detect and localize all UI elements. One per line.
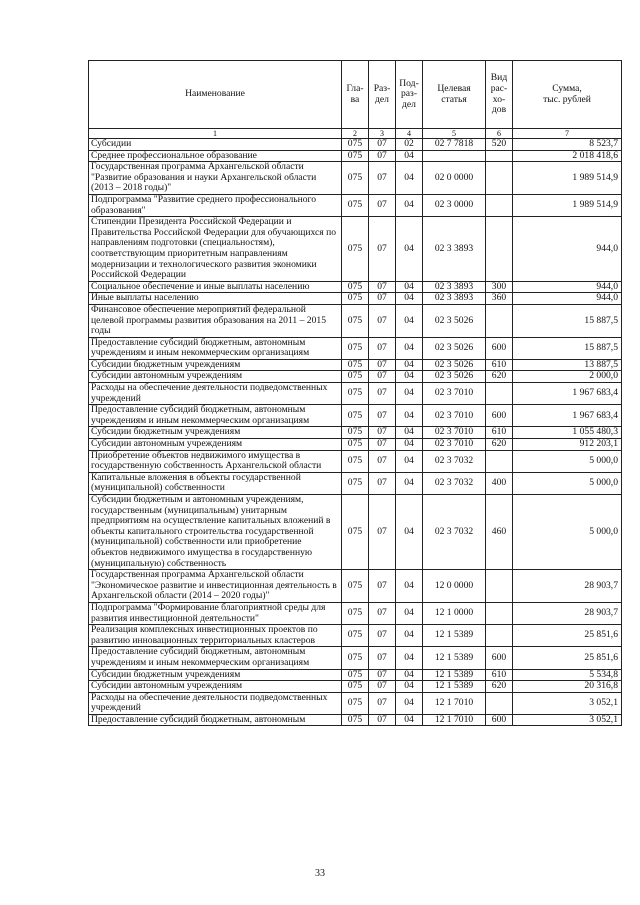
column-number: 6 (486, 129, 513, 139)
cell-target: 02 3 7032 (423, 495, 486, 570)
cell-vid: 600 (486, 714, 513, 726)
cell-sum: 3 052,1 (513, 692, 622, 714)
cell-sum: 28 903,7 (513, 602, 622, 624)
cell-glava: 075 (342, 293, 369, 305)
cell-podrazdel: 04 (396, 371, 423, 383)
cell-target: 02 3 5026 (423, 337, 486, 359)
cell-vid: 610 (486, 359, 513, 371)
cell-vid: 600 (486, 337, 513, 359)
cell-name: Предоставление субсидий бюджетным, автономным (89, 714, 342, 726)
cell-target: 02 3 7010 (423, 405, 486, 427)
cell-glava: 075 (342, 150, 369, 162)
table-row (89, 495, 622, 570)
cell-razdel: 07 (369, 647, 396, 669)
cell-glava: 075 (342, 681, 369, 693)
cell-name: Субсидии автономным учреждениям (89, 439, 342, 451)
table-row (89, 625, 622, 647)
cell-target (423, 150, 486, 162)
cell-glava: 075 (342, 139, 369, 151)
cell-vid: 610 (486, 669, 513, 681)
cell-razdel: 07 (369, 669, 396, 681)
cell-vid (486, 450, 513, 472)
table-row (89, 304, 622, 337)
table-row (89, 217, 622, 282)
cell-sum: 5 000,0 (513, 472, 622, 494)
cell-target: 02 3 3893 (423, 293, 486, 305)
cell-sum: 8 523,7 (513, 139, 622, 151)
cell-vid: 400 (486, 472, 513, 494)
cell-target: 02 3 7010 (423, 427, 486, 439)
budget-table-sheet (88, 60, 621, 726)
cell-name: Субсидии бюджетным учреждениям (89, 359, 342, 371)
header-razdel: Раз- дел (369, 61, 396, 129)
cell-glava: 075 (342, 383, 369, 405)
cell-razdel: 07 (369, 150, 396, 162)
table-row (89, 293, 622, 305)
table-row (89, 383, 622, 405)
cell-target: 02 3 5026 (423, 359, 486, 371)
cell-target: 12 1 0000 (423, 602, 486, 624)
table-body (89, 139, 622, 726)
cell-vid: 520 (486, 139, 513, 151)
cell-razdel: 07 (369, 625, 396, 647)
cell-razdel: 07 (369, 427, 396, 439)
cell-vid: 620 (486, 681, 513, 693)
cell-razdel: 07 (369, 602, 396, 624)
budget-table (88, 60, 622, 726)
cell-vid: 460 (486, 495, 513, 570)
cell-target: 02 3 5026 (423, 304, 486, 337)
cell-name: Социальное обеспечение и иные выплаты населению (89, 281, 342, 293)
cell-target: 12 1 5389 (423, 625, 486, 647)
header-vid: Вид рас- хо- дов (486, 61, 513, 129)
cell-podrazdel: 04 (396, 439, 423, 451)
cell-name: Приобретение объектов недвижимого имущества в государственную собственность Архангельской области (89, 450, 342, 472)
cell-razdel: 07 (369, 337, 396, 359)
cell-podrazdel: 04 (396, 427, 423, 439)
cell-sum: 15 887,5 (513, 337, 622, 359)
cell-podrazdel: 04 (396, 281, 423, 293)
cell-podrazdel: 04 (396, 495, 423, 570)
cell-vid (486, 304, 513, 337)
table-row (89, 427, 622, 439)
cell-vid (486, 383, 513, 405)
cell-razdel: 07 (369, 371, 396, 383)
cell-vid: 620 (486, 371, 513, 383)
cell-target: 02 7 7818 (423, 139, 486, 151)
cell-podrazdel: 04 (396, 304, 423, 337)
cell-sum: 1 989 514,9 (513, 162, 622, 195)
cell-podrazdel: 04 (396, 570, 423, 603)
cell-podrazdel: 04 (396, 669, 423, 681)
cell-target: 02 3 7010 (423, 439, 486, 451)
cell-name: Среднее профессиональное образование (89, 150, 342, 162)
table-row (89, 669, 622, 681)
cell-glava: 075 (342, 281, 369, 293)
cell-target: 02 3 7010 (423, 383, 486, 405)
cell-razdel: 07 (369, 194, 396, 216)
cell-sum: 25 851,6 (513, 625, 622, 647)
cell-glava: 075 (342, 217, 369, 282)
cell-sum: 5 000,0 (513, 495, 622, 570)
cell-glava: 075 (342, 692, 369, 714)
cell-sum: 1 055 480,3 (513, 427, 622, 439)
table-row (89, 162, 622, 195)
cell-name: Расходы на обеспечение деятельности подведомственных учреждений (89, 383, 342, 405)
table-row (89, 359, 622, 371)
cell-vid: 300 (486, 281, 513, 293)
cell-vid: 610 (486, 427, 513, 439)
cell-sum: 2 018 418,6 (513, 150, 622, 162)
cell-name: Расходы на обеспечение деятельности подведомственных учреждений (89, 692, 342, 714)
cell-podrazdel: 04 (396, 681, 423, 693)
cell-vid (486, 150, 513, 162)
table-row (89, 371, 622, 383)
cell-target: 02 3 7032 (423, 472, 486, 494)
cell-podrazdel: 04 (396, 194, 423, 216)
column-number: 4 (396, 129, 423, 139)
cell-sum: 1 967 683,4 (513, 405, 622, 427)
cell-podrazdel: 04 (396, 359, 423, 371)
cell-sum: 5 000,0 (513, 450, 622, 472)
table-row (89, 405, 622, 427)
cell-podrazdel: 04 (396, 450, 423, 472)
cell-glava: 075 (342, 602, 369, 624)
cell-name: Капитальные вложения в объекты государственной (муниципальной) собственности (89, 472, 342, 494)
cell-sum: 5 534,8 (513, 669, 622, 681)
cell-target: 02 3 5026 (423, 371, 486, 383)
header-podrazdel: Под- раз- дел (396, 61, 423, 129)
cell-target: 12 1 5389 (423, 669, 486, 681)
cell-glava: 075 (342, 371, 369, 383)
cell-sum: 1 989 514,9 (513, 194, 622, 216)
cell-name: Реализация комплексных инвестиционных проектов по развитию инновационных территориальных кластеров (89, 625, 342, 647)
cell-sum: 15 887,5 (513, 304, 622, 337)
table-row (89, 194, 622, 216)
cell-name: Предоставление субсидий бюджетным, автономным учреждениям и иным некоммерческим организациям (89, 647, 342, 669)
cell-vid (486, 625, 513, 647)
cell-razdel: 07 (369, 692, 396, 714)
cell-vid (486, 570, 513, 603)
cell-razdel: 07 (369, 439, 396, 451)
cell-name: Предоставление субсидий бюджетным, автономным учреждениям и иным некоммерческим организациям (89, 405, 342, 427)
cell-target: 12 1 7010 (423, 692, 486, 714)
header-sum: Сумма, тыс. рублей (513, 61, 622, 129)
cell-podrazdel: 04 (396, 383, 423, 405)
cell-sum: 25 851,6 (513, 647, 622, 669)
cell-name: Государственная программа Архангельской области "Развитие образования и науки Архангельской области (2013 – 2018 годы)" (89, 162, 342, 195)
cell-razdel: 07 (369, 293, 396, 305)
cell-podrazdel: 04 (396, 162, 423, 195)
page-number: 33 (315, 868, 325, 879)
cell-razdel: 07 (369, 472, 396, 494)
header-target: Целевая статья (423, 61, 486, 129)
cell-sum: 1 967 683,4 (513, 383, 622, 405)
table-row (89, 139, 622, 151)
cell-razdel: 07 (369, 139, 396, 151)
cell-name: Государственная программа Архангельской области "Экономическое развитие и инвестиционная деятельность в Архангельской области (2014 – 2020 годы)" (89, 570, 342, 603)
cell-glava: 075 (342, 669, 369, 681)
cell-target: 12 1 7010 (423, 714, 486, 726)
cell-razdel: 07 (369, 681, 396, 693)
cell-target: 02 3 3893 (423, 281, 486, 293)
cell-glava: 075 (342, 405, 369, 427)
cell-podrazdel: 04 (396, 625, 423, 647)
table-row (89, 570, 622, 603)
table-row (89, 714, 622, 726)
table-row (89, 450, 622, 472)
table-row (89, 692, 622, 714)
cell-name: Субсидии бюджетным учреждениям (89, 669, 342, 681)
cell-podrazdel: 02 (396, 139, 423, 151)
cell-vid: 600 (486, 647, 513, 669)
cell-sum: 944,0 (513, 281, 622, 293)
cell-razdel: 07 (369, 217, 396, 282)
cell-razdel: 07 (369, 570, 396, 603)
table-header (89, 61, 622, 139)
cell-vid (486, 692, 513, 714)
cell-razdel: 07 (369, 495, 396, 570)
cell-vid (486, 194, 513, 216)
cell-vid: 620 (486, 439, 513, 451)
cell-name: Субсидии автономным учреждениям (89, 681, 342, 693)
cell-sum: 944,0 (513, 217, 622, 282)
cell-razdel: 07 (369, 714, 396, 726)
cell-vid: 360 (486, 293, 513, 305)
cell-glava: 075 (342, 337, 369, 359)
cell-target: 12 0 0000 (423, 570, 486, 603)
column-numbers-row (89, 129, 622, 139)
cell-podrazdel: 04 (396, 472, 423, 494)
cell-name: Подпрограмма "Развитие среднего профессионального образования" (89, 194, 342, 216)
cell-podrazdel: 04 (396, 405, 423, 427)
cell-target: 02 0 0000 (423, 162, 486, 195)
cell-name: Иные выплаты населению (89, 293, 342, 305)
cell-podrazdel: 04 (396, 692, 423, 714)
header-name: Наименование (89, 61, 342, 129)
cell-glava: 075 (342, 472, 369, 494)
column-number: 5 (423, 129, 486, 139)
column-number: 7 (513, 129, 622, 139)
cell-podrazdel: 04 (396, 714, 423, 726)
column-number: 2 (342, 129, 369, 139)
cell-target: 02 3 0000 (423, 194, 486, 216)
cell-razdel: 07 (369, 281, 396, 293)
cell-glava: 075 (342, 427, 369, 439)
column-number: 1 (89, 129, 342, 139)
cell-target: 02 3 7032 (423, 450, 486, 472)
cell-name: Субсидии автономным учреждениям (89, 371, 342, 383)
cell-razdel: 07 (369, 304, 396, 337)
table-row (89, 647, 622, 669)
cell-vid (486, 217, 513, 282)
cell-glava: 075 (342, 194, 369, 216)
cell-glava: 075 (342, 450, 369, 472)
header-glava: Гла- ва (342, 61, 369, 129)
cell-razdel: 07 (369, 162, 396, 195)
cell-name: Субсидии бюджетным и автономным учреждениям, государственным (муниципальным) унитарным предприятиям на осуществление капитальных вложений в объекты капитального строительства государственной (муниципальной) собственности или приобретение объектов недвижимого имущества в государственную (муниципальную) собственность (89, 495, 342, 570)
cell-vid: 600 (486, 405, 513, 427)
cell-name: Субсидии бюджетным учреждениям (89, 427, 342, 439)
cell-podrazdel: 04 (396, 150, 423, 162)
cell-glava: 075 (342, 714, 369, 726)
cell-glava: 075 (342, 439, 369, 451)
table-row (89, 150, 622, 162)
cell-name: Субсидии (89, 139, 342, 151)
cell-sum: 3 052,1 (513, 714, 622, 726)
cell-sum: 2 000,0 (513, 371, 622, 383)
cell-sum: 13 887,5 (513, 359, 622, 371)
cell-sum: 20 316,8 (513, 681, 622, 693)
cell-razdel: 07 (369, 405, 396, 427)
cell-glava: 075 (342, 304, 369, 337)
table-row (89, 337, 622, 359)
cell-vid (486, 162, 513, 195)
cell-name: Финансовое обеспечение мероприятий федеральной целевой программы развития образования на 2011 – 2015 годы (89, 304, 342, 337)
cell-vid (486, 602, 513, 624)
cell-name: Подпрограмма "Формирование благоприятной среды для развития инвестиционной деятельности" (89, 602, 342, 624)
table-row (89, 439, 622, 451)
cell-podrazdel: 04 (396, 602, 423, 624)
table-row (89, 681, 622, 693)
cell-glava: 075 (342, 625, 369, 647)
cell-target: 12 1 5389 (423, 681, 486, 693)
cell-glava: 075 (342, 162, 369, 195)
cell-podrazdel: 04 (396, 647, 423, 669)
table-row (89, 472, 622, 494)
cell-sum: 944,0 (513, 293, 622, 305)
cell-podrazdel: 04 (396, 337, 423, 359)
cell-target: 02 3 3893 (423, 217, 486, 282)
cell-sum: 28 903,7 (513, 570, 622, 603)
cell-name: Предоставление субсидий бюджетным, автономным учреждениям и иным некоммерческим организациям (89, 337, 342, 359)
cell-sum: 912 203,1 (513, 439, 622, 451)
cell-target: 12 1 5389 (423, 647, 486, 669)
cell-razdel: 07 (369, 450, 396, 472)
cell-glava: 075 (342, 647, 369, 669)
table-row (89, 281, 622, 293)
cell-razdel: 07 (369, 383, 396, 405)
cell-podrazdel: 04 (396, 217, 423, 282)
cell-glava: 075 (342, 570, 369, 603)
table-row (89, 602, 622, 624)
cell-razdel: 07 (369, 359, 396, 371)
cell-podrazdel: 04 (396, 293, 423, 305)
column-number: 3 (369, 129, 396, 139)
cell-glava: 075 (342, 359, 369, 371)
cell-name: Стипендии Президента Российской Федерации и Правительства Российской Федерации для обучающихся по направлениям подготовки (специальностям), соответствующим приоритетным направлениям модернизации и технологического развития экономики Российской Федерации (89, 217, 342, 282)
cell-glava: 075 (342, 495, 369, 570)
